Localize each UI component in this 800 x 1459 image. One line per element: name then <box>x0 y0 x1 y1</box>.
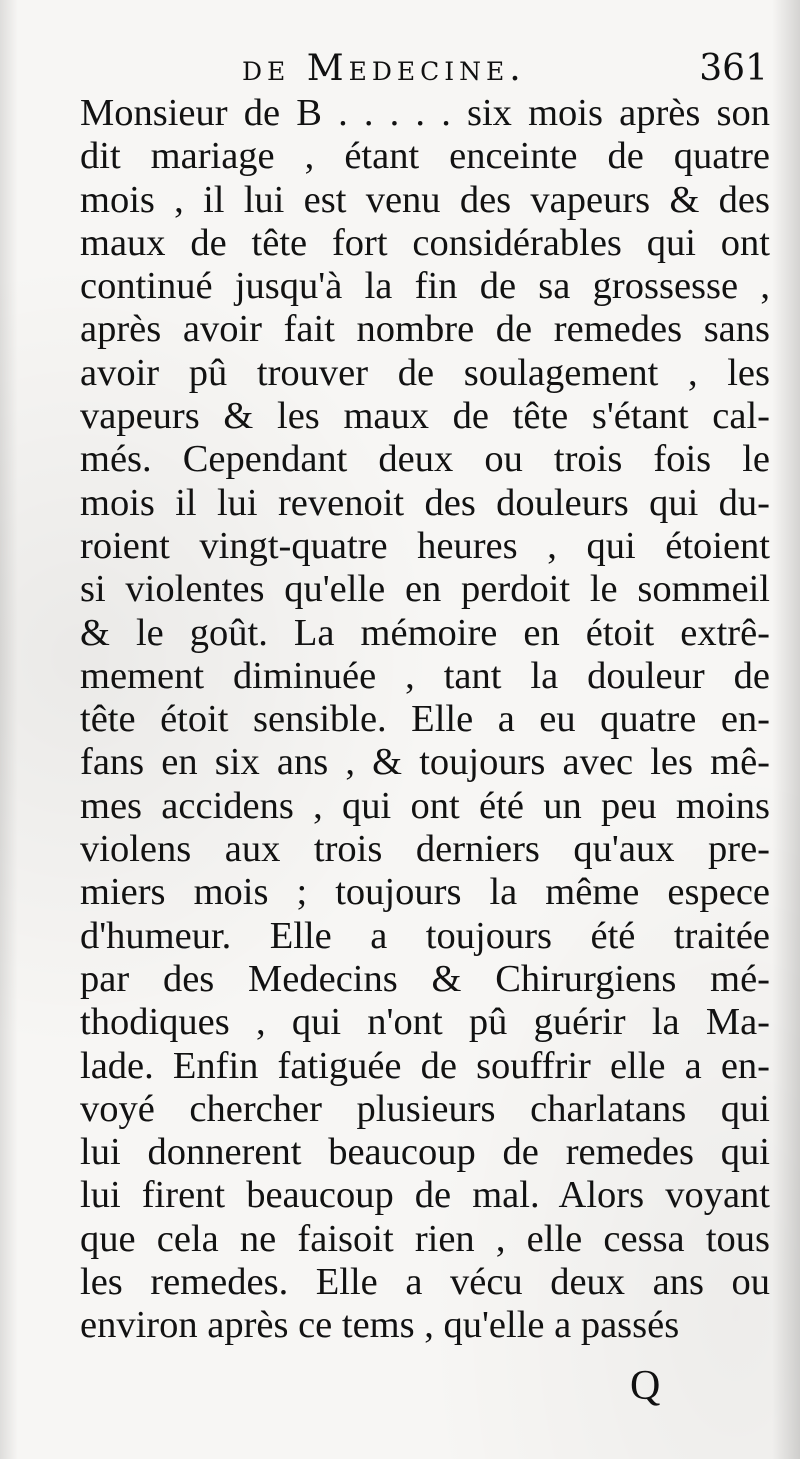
text-line: maux de tête fort considérables qui ont <box>80 221 770 264</box>
text-line: més. Cependant deux ou trois fois le <box>80 438 770 481</box>
text-line: les remedes. Elle a vécu deux ans ou <box>80 1261 770 1304</box>
text-line: thodiques , qui n'ont pû guérir la Ma- <box>80 1001 770 1044</box>
text-line: mes accidens , qui ont été un peu moins <box>80 784 770 827</box>
text-line: voyé chercher plusieurs charlatans qui <box>80 1087 770 1130</box>
running-head-title: de Medecine. <box>242 48 526 89</box>
body-text <box>80 92 770 1348</box>
text-line: que cela ne faisoit rien , elle cessa tous <box>80 1217 770 1260</box>
text-line: violens aux trois derniers qu'aux pre- <box>80 828 770 871</box>
text-line: mois , il lui est venu des vapeurs & des <box>80 178 770 221</box>
text-line: continué jusqu'à la fin de sa grossesse , <box>80 265 770 308</box>
text-line: dit mariage , étant enceinte de quatre <box>80 135 770 178</box>
text-line: après avoir fait nombre de remedes sans <box>80 308 770 351</box>
text-line: lui firent beaucoup de mal. Alors voyant <box>80 1174 770 1217</box>
text-line: environ après ce tems , qu'elle a passés <box>80 1304 680 1347</box>
text-line: lui donnerent beaucoup de remedes qui <box>80 1131 770 1174</box>
text-line: d'humeur. Elle a toujours été traitée <box>80 914 770 957</box>
text-line: Monsieur de B . . . . . six mois après son <box>80 92 770 134</box>
catchword: Q <box>630 1363 661 1409</box>
text-line: mois il lui revenoit des douleurs qui du- <box>80 481 770 524</box>
page-shadow-right <box>772 0 800 1459</box>
text-line: si violentes qu'elle en perdoit le sommeil <box>80 568 770 611</box>
text-line: par des Medecins & Chirurgiens mé- <box>80 957 770 1000</box>
text-line: vapeurs & les maux de tête s'étant cal- <box>80 395 770 438</box>
text-line: lade. Enfin fatiguée de souffrir elle a en- <box>80 1044 770 1087</box>
text-line: avoir pû trouver de soulagement , les <box>80 351 770 394</box>
page-shadow-left <box>0 0 18 1459</box>
text-line: fans en six ans , & toujours avec les mê- <box>80 741 770 784</box>
page-number: 361 <box>699 48 768 89</box>
text-line: miers mois ; toujours la même espece <box>80 871 770 914</box>
text-line: roient vingt-quatre heures , qui étoient <box>80 524 770 567</box>
text-line: tête étoit sensible. Elle a eu quatre en- <box>80 698 770 741</box>
text-line: mement diminuée , tant la douleur de <box>80 654 770 697</box>
text-line: & le goût. La mémoire en étoit extrê- <box>80 611 770 654</box>
